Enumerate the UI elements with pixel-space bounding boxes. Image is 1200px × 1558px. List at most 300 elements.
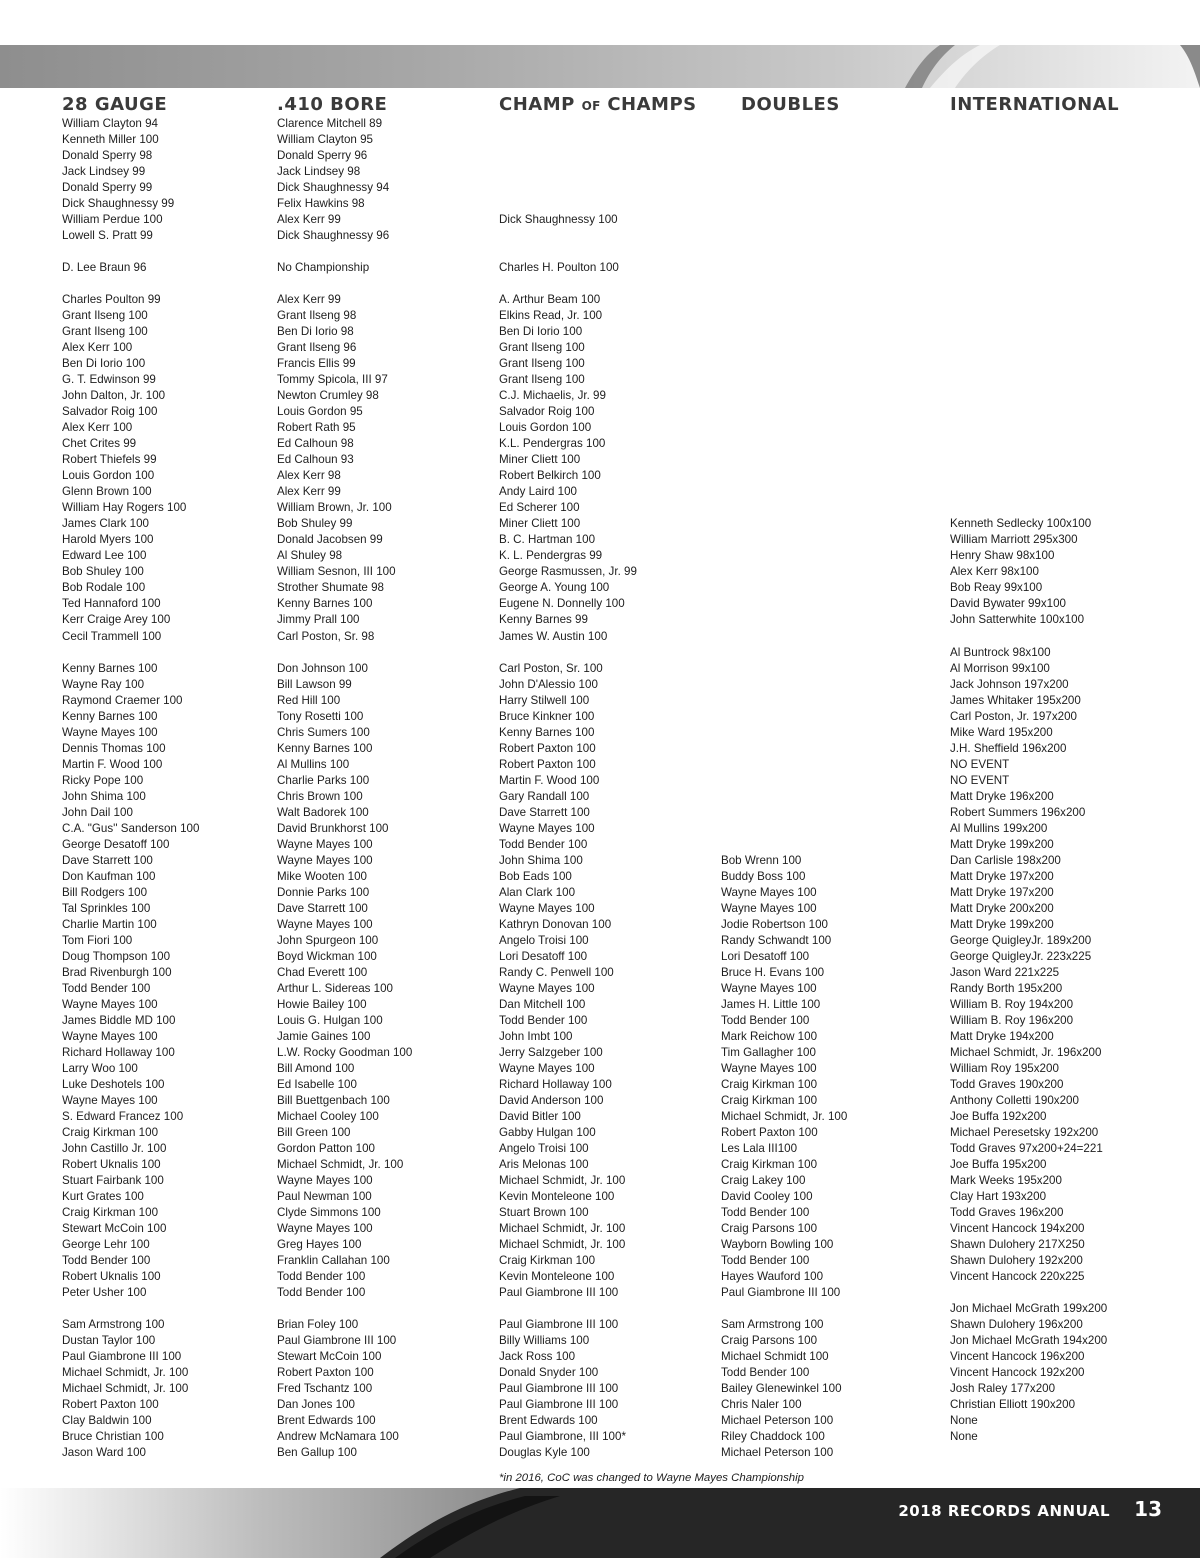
record-entry: Donald Sperry 99	[62, 181, 153, 195]
record-entry: Robert Rath 95	[277, 421, 356, 435]
record-entry: Robert Uknalis 100	[62, 1270, 161, 1284]
record-entry: C.J. Michaelis, Jr. 99	[499, 389, 606, 403]
record-entry: Vincent Hancock 220x225	[950, 1270, 1085, 1284]
record-entry: Alex Kerr 100	[62, 341, 133, 355]
record-entry: Don Kaufman 100	[62, 869, 156, 883]
record-entry: John Spurgeon 100	[277, 933, 379, 947]
record-entry: Donnie Parks 100	[277, 885, 370, 899]
record-entry	[721, 677, 847, 693]
record-entry	[950, 500, 1107, 516]
record-entry	[721, 564, 847, 580]
record-entry	[721, 500, 847, 516]
record-entry: Andrew McNamara 100	[277, 1430, 399, 1444]
record-entry: Stuart Brown 100	[499, 1206, 589, 1220]
record-entry: Billy Williams 100	[499, 1334, 590, 1348]
record-entry: William Clayton 94	[62, 117, 158, 130]
record-entry: Carl Poston, Sr. 98	[277, 629, 375, 643]
record-entry: Chad Everett 100	[277, 965, 368, 979]
record-entry: Todd Bender 100	[721, 1013, 810, 1027]
record-entry: Michael Schmidt, Jr. 100	[499, 1222, 626, 1236]
record-entry	[950, 388, 1107, 404]
record-entry	[950, 468, 1107, 484]
record-entry: Wayne Mayes 100	[277, 1174, 373, 1188]
record-entry: Carl Poston, Jr. 197x200	[950, 709, 1077, 723]
record-entry: George QuigleyJr. 189x200	[950, 933, 1092, 947]
record-entry: Craig Parsons 100	[721, 1222, 818, 1236]
record-entry: Cecil Trammell 100	[62, 629, 162, 643]
record-entry: Dan Mitchell 100	[499, 997, 586, 1011]
record-entry: Bill Green 100	[277, 1125, 351, 1139]
record-entry: D. Lee Braun 96	[62, 261, 147, 275]
record-entry: Bill Rodgers 100	[62, 885, 148, 899]
record-entry: William Roy 195x200	[950, 1061, 1059, 1075]
record-entry: Luke Deshotels 100	[62, 1077, 165, 1091]
record-entry: Dustan Taylor 100	[62, 1334, 156, 1348]
record-entry: Todd Bender 100	[277, 1286, 366, 1300]
record-entry: Wayne Mayes 100	[499, 821, 595, 835]
record-entry	[721, 1301, 847, 1317]
record-entry: Strother Shumate 98	[277, 581, 384, 595]
record-entry: Louis Gordon 95	[277, 405, 363, 419]
record-entry: Dick Shaughnessy 99	[62, 197, 175, 211]
record-entry: Grant Ilseng 100	[499, 341, 585, 355]
record-entry: Jon Michael McGrath 194x200	[950, 1334, 1108, 1348]
record-entry: Brent Edwards 100	[277, 1414, 376, 1428]
record-entry	[950, 629, 1107, 645]
column-international	[950, 116, 1107, 1445]
record-entry: Tal Sprinkles 100	[62, 901, 151, 915]
record-entry: Alex Kerr 99	[277, 293, 341, 307]
record-entry: Wayne Mayes 100	[62, 1029, 158, 1043]
record-entry	[499, 228, 637, 244]
record-entry: Robert Paxton 100	[499, 757, 596, 771]
record-entry: Louis G. Hulgan 100	[277, 1013, 383, 1027]
record-entry: Todd Bender 100	[499, 1013, 588, 1027]
record-entry: Bill Amond 100	[277, 1061, 355, 1075]
top-swoosh-graphic	[0, 45, 1200, 88]
record-entry: Bill Lawson 99	[277, 677, 352, 691]
record-entry: Craig Kirkman 100	[62, 1125, 159, 1139]
record-entry: Robert Uknalis 100	[62, 1158, 161, 1172]
record-entry: Red Hill 100	[277, 693, 341, 707]
record-entry: Douglas Kyle 100	[499, 1446, 590, 1460]
record-entry: Ed Isabelle 100	[277, 1077, 357, 1091]
record-entry: Craig Parsons 100	[721, 1334, 818, 1348]
record-entry	[499, 196, 637, 212]
record-entry: Vincent Hancock 196x200	[950, 1350, 1085, 1364]
record-entry: Dan Jones 100	[277, 1398, 355, 1412]
record-entry: Alex Kerr 98x100	[950, 565, 1039, 579]
record-entry	[950, 116, 1107, 132]
record-entry: George Lehr 100	[62, 1238, 150, 1252]
record-entry: William Marriott 295x300	[950, 533, 1078, 547]
record-entry: None	[950, 1414, 978, 1428]
record-entry	[721, 356, 847, 372]
record-entry	[721, 484, 847, 500]
record-entry: Paul Giambrone III 100	[277, 1334, 397, 1348]
record-entry: Wayborn Bowling 100	[721, 1238, 834, 1252]
record-entry	[721, 436, 847, 452]
record-entry: Newton Crumley 98	[277, 389, 379, 403]
record-entry	[721, 837, 847, 853]
record-entry	[721, 516, 847, 532]
record-entry	[950, 420, 1107, 436]
record-entry: Todd Bender 100	[62, 981, 151, 995]
record-entry: Todd Bender 100	[721, 1206, 810, 1220]
record-entry: Paul Giambrone, III 100*	[499, 1430, 626, 1444]
record-entry: Shawn Dulohery 192x200	[950, 1254, 1083, 1268]
record-entry: Bruce Christian 100	[62, 1430, 164, 1444]
record-entry: Dave Starrett 100	[62, 853, 153, 867]
record-entry: Grant Ilseng 100	[62, 325, 148, 339]
record-entry: Mark Reichow 100	[721, 1029, 818, 1043]
record-entry	[721, 404, 847, 420]
record-entry	[950, 276, 1107, 292]
record-entry: Donald Snyder 100	[499, 1366, 599, 1380]
record-entry: Ted Hannaford 100	[62, 597, 161, 611]
record-entry: Matt Dryke 194x200	[950, 1029, 1054, 1043]
record-entry: Tim Gallagher 100	[721, 1045, 816, 1059]
record-entry: Michael Peterson 100	[721, 1446, 834, 1460]
record-entry	[499, 276, 637, 292]
record-entry: Larry Woo 100	[62, 1061, 138, 1075]
record-entry: Brad Rivenburgh 100	[62, 965, 172, 979]
record-entry: Todd Bender 100	[721, 1366, 810, 1380]
record-entry: Robert Thiefels 99	[62, 453, 157, 467]
record-entry	[721, 276, 847, 292]
record-entry: Joe Buffa 195x200	[950, 1158, 1047, 1172]
record-entry: Alex Kerr 99	[277, 485, 341, 499]
record-entry: Wayne Mayes 100	[62, 725, 158, 739]
record-entry: B. C. Hartman 100	[499, 533, 596, 547]
record-entry: Vincent Hancock 194x200	[950, 1222, 1085, 1236]
record-entry: Brian Foley 100	[277, 1318, 359, 1332]
record-entry	[950, 356, 1107, 372]
record-entry: Donald Sperry 96	[277, 149, 368, 163]
record-entry: Grant Ilseng 100	[62, 309, 148, 323]
record-entry: C.A. "Gus'' Sanderson 100	[62, 821, 200, 835]
record-entry: Kerr Craige Arey 100	[62, 613, 171, 627]
record-entry: Tom Fiori 100	[62, 933, 133, 947]
record-entry: Bill Buettgenbach 100	[277, 1093, 390, 1107]
record-entry: Jerry Salzgeber 100	[499, 1045, 603, 1059]
record-entry	[62, 244, 199, 260]
record-entry: Buddy Boss 100	[721, 869, 806, 883]
record-entry: Matt Dryke 197x200	[950, 869, 1054, 883]
record-entry: Dan Carlisle 198x200	[950, 853, 1061, 867]
record-entry	[277, 276, 412, 292]
record-entry: Shawn Dulohery 217X250	[950, 1238, 1085, 1252]
record-entry: George Rasmussen, Jr. 99	[499, 565, 637, 579]
record-entry: Mike Wooten 100	[277, 869, 368, 883]
record-entry: David Bitler 100	[499, 1109, 581, 1123]
record-entry	[721, 164, 847, 180]
record-entry	[721, 244, 847, 260]
record-entry: Angelo Troisi 100	[499, 933, 589, 947]
record-entry: Jack Lindsey 99	[62, 165, 146, 179]
record-entry: Wayne Mayes 100	[499, 1061, 595, 1075]
record-entry: Al Shuley 98	[277, 549, 343, 563]
record-entry: James Whitaker 195x200	[950, 693, 1081, 707]
record-entry: George A. Young 100	[499, 581, 610, 595]
record-entry: Wayne Mayes 100	[277, 917, 373, 931]
record-entry: William B. Roy 194x200	[950, 997, 1074, 1011]
record-entry: Harold Myers 100	[62, 533, 154, 547]
page-number: 13	[1134, 1497, 1162, 1521]
record-entry: Paul Giambrone III 100	[62, 1350, 182, 1364]
record-entry: NO EVENT	[950, 757, 1010, 771]
record-entry	[721, 196, 847, 212]
record-entry: Carl Poston, Sr. 100	[499, 661, 603, 675]
record-entry: Michael Schmidt 100	[721, 1350, 829, 1364]
record-entry: Michael Schmidt, Jr. 100	[499, 1174, 626, 1188]
record-entry: Sam Armstrong 100	[62, 1318, 165, 1332]
record-entry: Walt Badorek 100	[277, 805, 369, 819]
record-entry	[950, 292, 1107, 308]
record-entry: Stuart Fairbank 100	[62, 1174, 164, 1188]
record-entry: Paul Giambrone III 100	[499, 1382, 619, 1396]
record-entry	[950, 324, 1107, 340]
column-28-gauge	[62, 116, 199, 1461]
record-entry: Wayne Mayes 100	[277, 853, 373, 867]
record-entry: David Cooley 100	[721, 1190, 813, 1204]
record-entry: William Brown, Jr. 100	[277, 501, 392, 515]
record-entry	[721, 821, 847, 837]
record-entry: Craig Kirkman 100	[721, 1077, 818, 1091]
record-entry: Kevin Monteleone 100	[499, 1190, 615, 1204]
record-entry: Jon Michael McGrath 199x200	[950, 1302, 1108, 1316]
record-entry: Todd Bender 100	[62, 1254, 151, 1268]
record-entry	[721, 132, 847, 148]
record-entry: Lori Desatoff 100	[721, 949, 810, 963]
record-entry: Les Lala III100	[721, 1142, 798, 1155]
record-entry	[499, 180, 637, 196]
record-entry: Gabby Hulgan 100	[499, 1125, 596, 1139]
record-entry: George QuigleyJr. 223x225	[950, 949, 1092, 963]
record-entry	[950, 436, 1107, 452]
record-entry: Ben Di Iorio 100	[62, 357, 146, 371]
record-entry: Kevin Monteleone 100	[499, 1270, 615, 1284]
record-entry: Kenny Barnes 100	[499, 725, 595, 739]
record-entry: Tommy Spicola, III 97	[277, 373, 388, 387]
column-headers	[0, 94, 1200, 118]
record-entry: Randy C. Penwell 100	[499, 965, 614, 979]
record-entry: Alex Kerr 98	[277, 469, 341, 483]
record-entry	[950, 372, 1107, 388]
record-entry	[499, 116, 637, 132]
record-entry: Miner Cliett 100	[499, 453, 581, 467]
record-entry	[721, 773, 847, 789]
record-entry: Randy Borth 195x200	[950, 981, 1063, 995]
header-champ-word: CHAMP	[499, 94, 582, 115]
record-entry: S. Edward Francez 100	[62, 1109, 184, 1123]
record-entry: L.W. Rocky Goodman 100	[277, 1045, 413, 1059]
record-entry	[950, 164, 1107, 180]
record-entry: Michael Cooley 100	[277, 1109, 379, 1123]
record-entry: Clarence Mitchell 89	[277, 117, 383, 130]
record-entry: No Championship	[277, 261, 370, 275]
record-entry: Todd Bender 100	[721, 1254, 810, 1268]
record-entry: Alex Kerr 100	[62, 421, 133, 435]
record-entry: Donald Jacobsen 99	[277, 533, 383, 547]
record-entry: Al Mullins 100	[277, 757, 350, 771]
record-entry: William Hay Rogers 100	[62, 501, 187, 515]
record-entry: Todd Graves 97x200+24=221	[950, 1142, 1103, 1155]
record-entry: Clyde Simmons 100	[277, 1206, 381, 1220]
record-entry	[499, 164, 637, 180]
record-entry: John Shima 100	[499, 853, 583, 867]
record-entry: Bailey Glenewinkel 100	[721, 1382, 842, 1396]
record-entry: Matt Dryke 196x200	[950, 789, 1054, 803]
record-entry	[277, 1301, 412, 1317]
record-entry: Ricky Pope 100	[62, 773, 144, 787]
record-entry: Stewart McCoin 100	[62, 1222, 167, 1236]
record-entry: Greg Hayes 100	[277, 1238, 362, 1252]
record-entry: Salvador Roig 100	[499, 405, 595, 419]
record-entry: Chris Brown 100	[277, 789, 363, 803]
record-entry	[950, 196, 1107, 212]
record-entry: Clay Baldwin 100	[62, 1414, 152, 1428]
record-entry: James W. Austin 100	[499, 629, 608, 643]
record-entry: James H. Little 100	[721, 997, 821, 1011]
record-entry	[277, 244, 412, 260]
record-entry: Jamie Gaines 100	[277, 1029, 371, 1043]
record-entry: Elkins Read, Jr. 100	[499, 309, 603, 323]
record-entry	[721, 580, 847, 596]
record-entry: Todd Bender 100	[277, 1270, 366, 1284]
record-entry: William Perdue 100	[62, 213, 163, 227]
record-entry	[950, 244, 1107, 260]
record-entry	[721, 212, 847, 228]
record-entry: Paul Giambrone III 100	[499, 1286, 619, 1300]
record-entry	[721, 661, 847, 677]
record-entry: Kurt Grates 100	[62, 1190, 144, 1204]
record-entry: Bob Rodale 100	[62, 581, 146, 595]
record-entry: Todd Graves 196x200	[950, 1206, 1064, 1220]
record-entry: Charlie Parks 100	[277, 773, 370, 787]
record-entry: Robert Paxton 100	[499, 741, 596, 755]
record-entry: Al Buntrock 98x100	[950, 645, 1051, 659]
record-entry: John Shima 100	[62, 789, 146, 803]
record-entry: Dave Starrett 100	[277, 901, 368, 915]
column-doubles	[721, 116, 847, 1461]
record-entry: Robert Belkirch 100	[499, 469, 601, 483]
record-entry: Angelo Troisi 100	[499, 1142, 589, 1155]
header-champs-word: CHAMPS	[600, 94, 697, 115]
record-entry: John Dail 100	[62, 805, 133, 819]
record-entry: Jack Johnson 197x200	[950, 677, 1069, 691]
record-entry	[721, 805, 847, 821]
record-entry: Harry Stilwell 100	[499, 693, 590, 707]
header-champ-of-champs	[499, 94, 697, 115]
record-entry: Clay Hart 193x200	[950, 1190, 1047, 1204]
record-entry: Christian Elliott 190x200	[950, 1398, 1076, 1412]
record-entry: Michael Schmidt, Jr. 100	[277, 1158, 404, 1172]
record-entry: Aris Melonas 100	[499, 1158, 589, 1172]
bottom-decorative-band	[0, 1488, 1200, 1558]
record-entry: Al Morrison 99x100	[950, 661, 1050, 675]
record-entry	[721, 116, 847, 132]
record-entry: Craig Kirkman 100	[721, 1093, 818, 1107]
record-entry: Lori Desatoff 100	[499, 949, 588, 963]
record-entry: Wayne Mayes 100	[721, 981, 817, 995]
record-entry	[499, 132, 637, 148]
record-entry: Miner Cliett 100	[499, 517, 581, 531]
record-entry: Alex Kerr 99	[277, 213, 341, 227]
record-entry: Wayne Mayes 100	[721, 885, 817, 899]
record-entry: William Sesnon, III 100	[277, 565, 396, 579]
record-entry: David Anderson 100	[499, 1093, 604, 1107]
record-entry: Bruce Kinkner 100	[499, 709, 595, 723]
record-entry: Randy Schwandt 100	[721, 933, 832, 947]
record-entry: K.L. Pendergras 100	[499, 437, 606, 451]
record-entry: Hayes Wauford 100	[721, 1270, 824, 1284]
record-entry	[721, 340, 847, 356]
record-entry: Jodie Robertson 100	[721, 917, 828, 931]
record-entry: John Imbt 100	[499, 1029, 573, 1043]
record-entry: Chris Sumers 100	[277, 725, 370, 739]
record-entry: Jack Lindsey 98	[277, 165, 361, 179]
record-entry: Al Mullins 199x200	[950, 821, 1048, 835]
record-entry: Riley Chaddock 100	[721, 1430, 825, 1444]
record-entry	[950, 260, 1107, 276]
record-entry: Paul Giambrone III 100	[499, 1318, 619, 1332]
record-entry: Craig Kirkman 100	[62, 1206, 159, 1220]
record-entry	[721, 596, 847, 612]
footnote: *in 2016, CoC was changed to Wayne Mayes Championship	[499, 1472, 804, 1484]
record-entry: Kenny Barnes 99	[499, 613, 588, 627]
record-entry: Chris Naler 100	[721, 1398, 802, 1412]
record-entry: Jason Ward 100	[62, 1446, 146, 1460]
record-entry: None	[950, 1430, 978, 1444]
column-410-bore	[277, 116, 412, 1461]
record-entry: Stewart McCoin 100	[277, 1350, 382, 1364]
record-entry	[950, 228, 1107, 244]
record-entry: Martin F. Wood 100	[62, 757, 163, 771]
record-entry: Jimmy Prall 100	[277, 613, 360, 627]
record-entry: Franklin Callahan 100	[277, 1254, 390, 1268]
record-entry: Alan Clark 100	[499, 885, 576, 899]
record-entry: Brent Edwards 100	[499, 1414, 598, 1428]
record-entry: Kenny Barnes 100	[277, 741, 373, 755]
record-entry: Charlie Martin 100	[62, 917, 157, 931]
record-entry: Michael Schmidt, Jr. 100	[62, 1366, 189, 1380]
record-entry: Andy Laird 100	[499, 485, 577, 499]
record-entry: Michael Peresetsky 192x200	[950, 1125, 1099, 1139]
top-decorative-band	[0, 45, 1200, 88]
record-entry: Wayne Ray 100	[62, 677, 145, 691]
record-entry: Michael Peterson 100	[721, 1414, 834, 1428]
record-entry: Felix Hawkins 98	[277, 197, 365, 211]
record-entry: Edward Lee 100	[62, 549, 147, 563]
record-entry	[721, 741, 847, 757]
record-entry: Louis Gordon 100	[62, 469, 155, 483]
record-entry: Charles H. Poulton 100	[499, 261, 619, 275]
record-entry	[721, 612, 847, 628]
record-entry: Matt Dryke 197x200	[950, 885, 1054, 899]
record-entry: Chet Crites 99	[62, 437, 137, 451]
record-entry	[950, 212, 1107, 228]
record-entry: Craig Kirkman 100	[721, 1158, 818, 1172]
record-entry: Robert Paxton 100	[62, 1398, 159, 1412]
record-entry: Boyd Wickman 100	[277, 949, 377, 963]
record-entry	[721, 645, 847, 661]
record-entry: John D'Alessio 100	[499, 677, 598, 691]
record-entry: Robert Summers 196x200	[950, 805, 1086, 819]
record-entry: Vincent Hancock 192x200	[950, 1366, 1085, 1380]
record-entry	[721, 629, 847, 645]
record-entry: Mark Weeks 195x200	[950, 1174, 1062, 1188]
